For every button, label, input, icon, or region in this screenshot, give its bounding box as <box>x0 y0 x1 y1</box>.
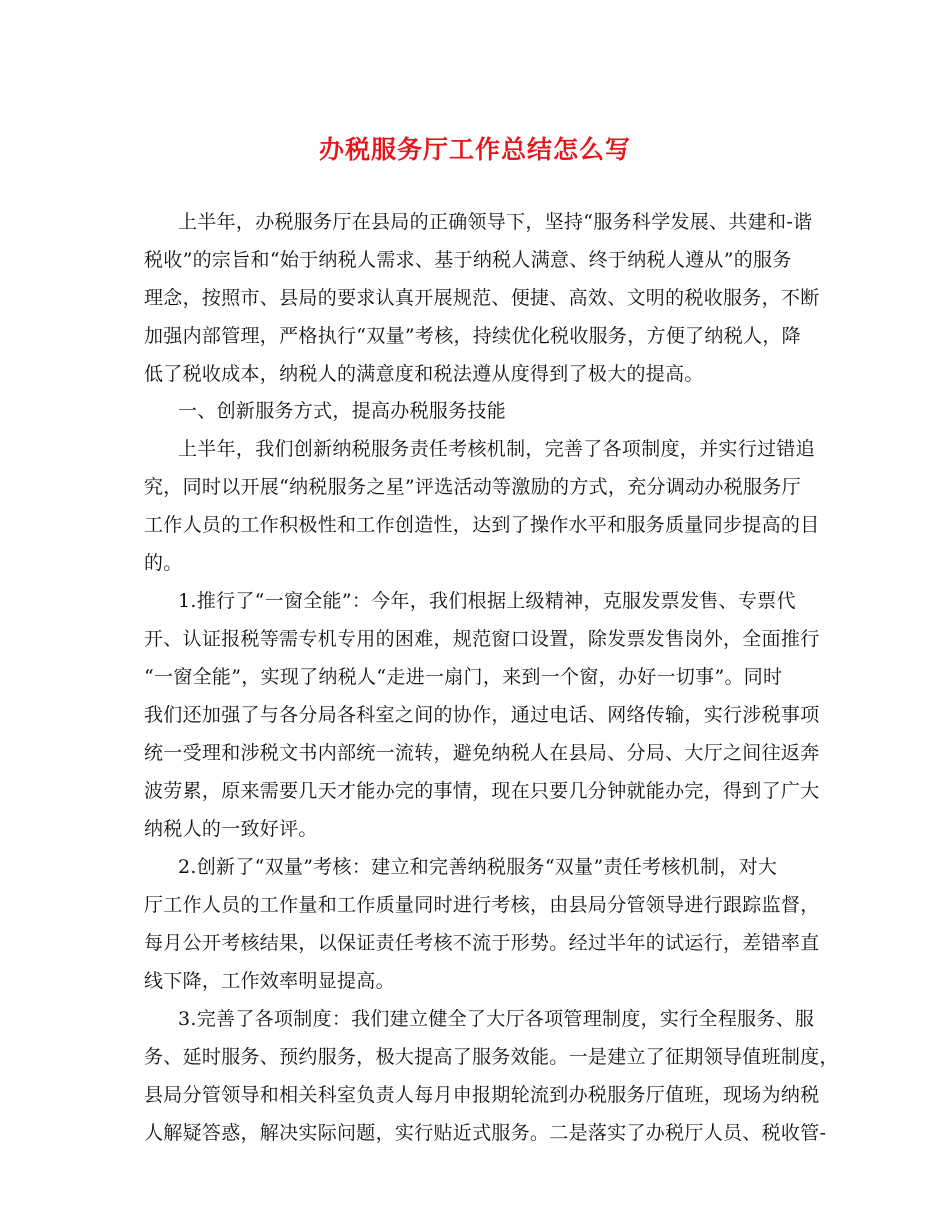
text-line: 我们还加强了与各分局各科室之间的协作，通过电话、网络传输，实行涉税事项 <box>144 704 820 726</box>
text-line: 纳税人的一致好评。 <box>144 818 318 840</box>
text-line: 上半年，办税服务厅在县局的正确领导下，坚持“服务科学发展、共建和-谐 <box>178 211 813 233</box>
text-line: 理念，按照市、县局的要求认真开展规范、便捷、高效、文明的税收服务，不断 <box>144 287 820 309</box>
section-heading: 一、创新服务方式，提高办税服务技能 <box>178 400 507 422</box>
text-line: 加强内部管理，严格执行“双量”考核，持续优化税收服务，方便了纳税人，降 <box>144 325 801 347</box>
text-line: 的。 <box>144 552 183 574</box>
text-line: 上半年，我们创新纳税服务责任考核机制，完善了各项制度，并实行过错追 <box>178 438 815 460</box>
document-title: 办税服务厅工作总结怎么写 <box>318 135 631 164</box>
text-line: 统一受理和涉税文书内部统一流转，避免纳税人在县局、分局、大厅之间往返奔 <box>144 742 820 764</box>
text-line: 务、延时服务、预约服务，极大提高了服务效能。一是建立了征期领导值班制度， <box>144 1046 839 1068</box>
text-line: 人解疑答惑，解决实际问题，实行贴近式服务。二是落实了办税厅人员、税收管- <box>144 1122 827 1144</box>
text-line: 线下降，工作效率明显提高。 <box>144 970 395 992</box>
text-line: 每月公开考核结果，以保证责任考核不流于形势。经过半年的试运行，差错率直 <box>144 932 820 954</box>
text-line: 3.完善了各项制度：我们建立健全了大厅各项管理制度，实行全程服务、服 <box>178 1008 815 1030</box>
text-line: 县局分管领导和相关科室负责人每月申报期轮流到办税服务厅值班，现场为纳税 <box>144 1084 820 1106</box>
text-line: 波劳累，原来需要几天才能办完的事情，现在只要几分钟就能办完，得到了广大 <box>144 780 820 802</box>
text-line: 工作人员的工作积极性和工作创造性，达到了操作水平和服务质量同步提高的目 <box>144 514 820 536</box>
text-line: “一窗全能”，实现了纳税人“走进一扇门，来到一个窗，办好一切事”。同时 <box>144 666 783 688</box>
text-line: 1.推行了“一窗全能”：今年，我们根据上级精神，克服发票发售、专票代 <box>178 590 796 612</box>
text-line: 厅工作人员的工作量和工作质量同时进行考核，由县局分管领导进行跟踪监督， <box>144 894 820 916</box>
text-line: 2.创新了“双量”考核：建立和完善纳税服务“双量”责任考核机制，对大 <box>178 856 778 878</box>
text-line: 究，同时以开展“纳税服务之星”评选活动等激励的方式，充分调动办税服务厅 <box>144 476 801 498</box>
text-line: 低了税收成本，纳税人的满意度和税法遵从度得到了极大的提高。 <box>144 363 704 385</box>
text-line: 税收”的宗旨和“始于纳税人需求、基于纳税人满意、终于纳税人遵从”的服务 <box>144 249 792 271</box>
text-line: 开、认证报税等需专机专用的困难，规范窗口设置，除发票发售岗外，全面推行 <box>144 628 820 650</box>
